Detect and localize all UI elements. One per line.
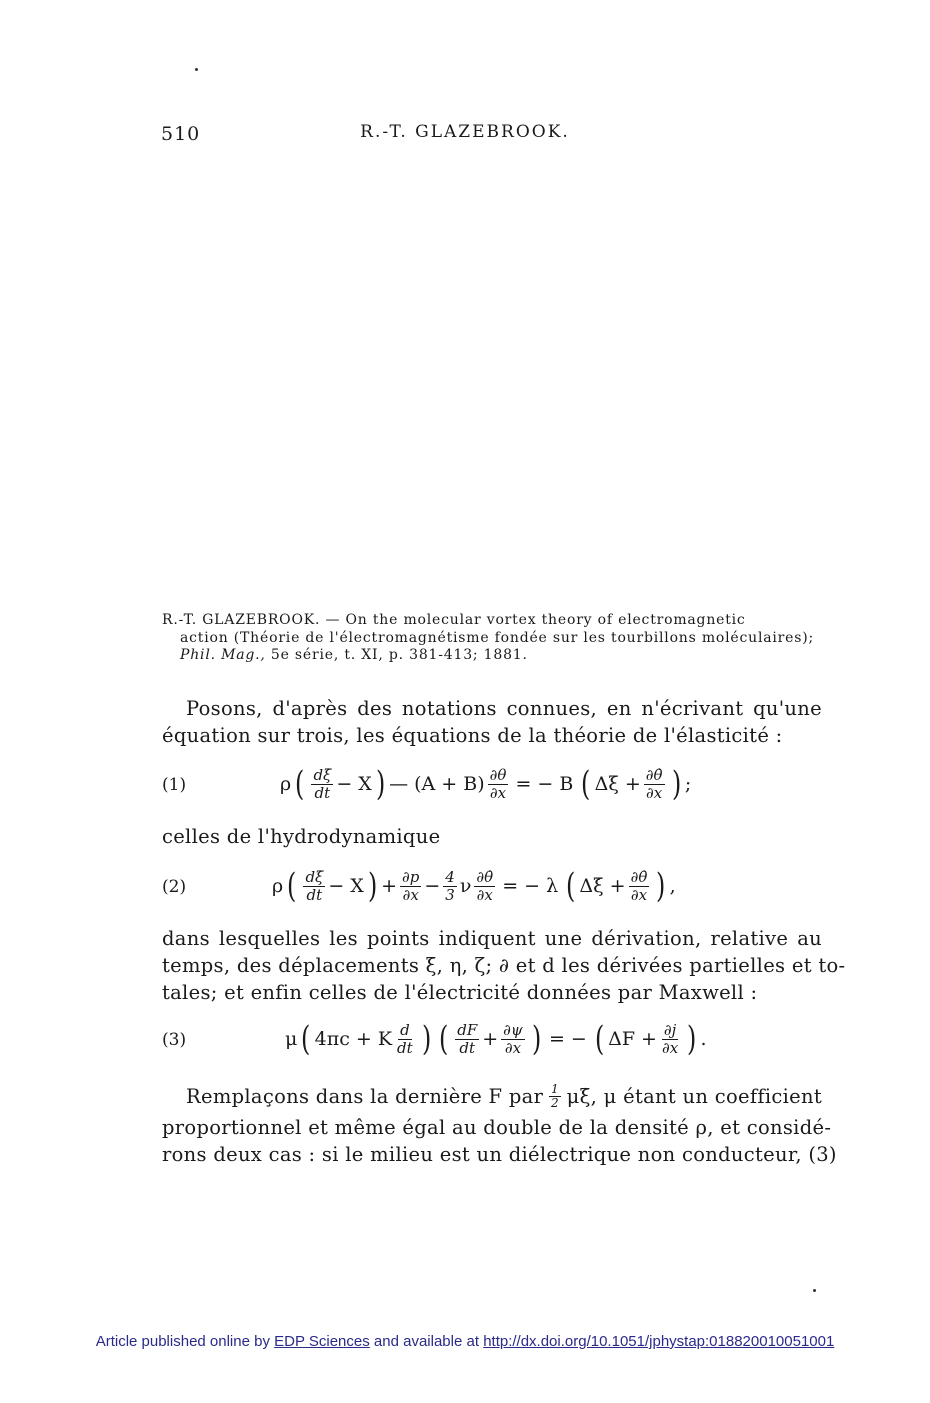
eq-term: — (A + B) xyxy=(389,773,485,795)
equation-elasticity xyxy=(280,762,691,806)
numerator: ∂j xyxy=(663,1020,677,1039)
fraction xyxy=(488,767,509,802)
denominator: dt xyxy=(397,1038,413,1057)
eq-term: = − xyxy=(548,1028,587,1050)
text-line: tales; et enfin celles de l'électricité données par Maxwell : xyxy=(162,981,758,1004)
denominator: ∂x xyxy=(630,885,648,904)
equation-number: (1) xyxy=(162,775,187,795)
bibliographic-reference xyxy=(162,612,822,665)
denominator: dt xyxy=(306,885,323,904)
publication-footer xyxy=(0,1333,930,1350)
eq-term: = − λ xyxy=(502,875,559,897)
fraction xyxy=(395,1022,415,1057)
fraction xyxy=(660,1022,680,1057)
numerator: ∂θ̇ xyxy=(476,867,494,886)
fraction xyxy=(501,1022,525,1057)
eq-term: ; xyxy=(684,773,692,795)
eq-term: − X xyxy=(336,773,372,795)
paren: ) xyxy=(531,1019,541,1059)
eq-term: , xyxy=(669,875,676,897)
fraction xyxy=(474,869,495,904)
paren: ) xyxy=(375,764,386,804)
reference-details: 5e série, t. XI, p. 381-413; 1881. xyxy=(265,647,528,663)
paren: ( xyxy=(301,1019,311,1059)
text-line: dans lesquelles les points indiquent une dérivation, relative au xyxy=(162,927,822,950)
paren: ) xyxy=(421,1019,431,1059)
denominator: ∂x xyxy=(489,783,507,802)
eq-term: Δξ̇ + xyxy=(579,875,626,897)
eq-term: + xyxy=(381,875,397,897)
scan-speck xyxy=(813,1289,816,1292)
denominator: dt xyxy=(459,1038,476,1057)
scan-speck xyxy=(195,68,198,71)
footer-text: and available at xyxy=(373,1333,480,1350)
paren: ) xyxy=(687,1019,697,1059)
text-line: rons deux cas : si le milieu est un diélectrique non conducteur, (3) xyxy=(162,1143,837,1166)
text-line: proportionnel et même égal au double de la densité ρ, et considé- xyxy=(162,1116,832,1139)
eq-symbol: μ xyxy=(285,1028,298,1050)
numerator: 4 xyxy=(445,867,455,886)
footer-text: Article published online by xyxy=(95,1333,270,1350)
eq-term: ν xyxy=(459,875,472,897)
fraction xyxy=(443,869,457,904)
reference-line: R.-T. GLAZEBROOK. — On the molecular vortex theory of electromagnetic xyxy=(162,612,746,628)
paragraph xyxy=(162,1078,837,1168)
denominator: ∂x xyxy=(504,1038,522,1057)
denominator: dt xyxy=(314,783,331,802)
numerator: dF xyxy=(457,1020,478,1039)
text-line xyxy=(162,1078,822,1114)
paren: ( xyxy=(295,764,305,804)
text-fragment: μξ̇, μ étant un coefficient xyxy=(566,1084,822,1108)
equation-number: (3) xyxy=(162,1030,187,1050)
eq-term: − xyxy=(424,875,441,897)
eq-term: ΔF + xyxy=(608,1028,657,1050)
paragraph xyxy=(162,695,822,749)
eq-symbol: ρ xyxy=(280,773,292,795)
reference-line xyxy=(162,647,822,665)
paren: ( xyxy=(438,1019,449,1059)
paren: ) xyxy=(671,764,681,804)
paren: ( xyxy=(581,764,591,804)
paren: ( xyxy=(594,1019,605,1059)
fraction xyxy=(400,869,421,904)
eq-term: 4πc + K xyxy=(314,1028,393,1050)
eq-term: − X xyxy=(328,875,364,897)
doi-link[interactable]: http://dx.doi.org/10.1051/jphystap:018820010051001 xyxy=(483,1333,835,1350)
denominator: ∂x xyxy=(476,885,493,904)
eq-symbol: ρ xyxy=(272,875,284,897)
paren: ) xyxy=(656,866,666,906)
eq-term: Δξ + xyxy=(594,773,641,795)
fraction xyxy=(311,767,333,802)
paragraph xyxy=(162,925,846,1006)
eq-term: + xyxy=(482,1028,499,1050)
eq-term: . xyxy=(700,1028,707,1050)
edp-sciences-link[interactable]: EDP Sciences xyxy=(274,1333,370,1350)
text-line: celles de l'hydrodynamique xyxy=(162,825,441,848)
fraction xyxy=(644,767,665,802)
numerator: d xyxy=(400,1020,410,1039)
text-fragment: Remplaçons dans la dernière F par xyxy=(186,1084,544,1108)
equation-number: (2) xyxy=(162,877,187,897)
paren: ( xyxy=(566,866,576,906)
text-line: temps, des déplacements ξ, η, ζ; ∂ et d les dérivées partielles et to- xyxy=(162,954,846,977)
denominator: 3 xyxy=(445,885,455,904)
fraction xyxy=(455,1022,479,1057)
denominator: 2 xyxy=(550,1095,559,1110)
equation-maxwell xyxy=(285,1017,707,1061)
numerator: ∂θ xyxy=(489,765,507,784)
journal-name: Phil. Mag., xyxy=(180,647,266,663)
denominator: ∂x xyxy=(646,783,663,802)
text-line: équation sur trois, les équations de la théorie de l'élasticité : xyxy=(162,724,783,747)
paren: ) xyxy=(367,866,378,906)
fraction-half xyxy=(549,1083,561,1110)
numerator: dξ̇ xyxy=(305,867,324,886)
numerator: ∂p xyxy=(402,867,420,886)
numerator: dξ̇ xyxy=(313,765,332,784)
running-title: R.-T. GLAZEBROOK. xyxy=(360,122,570,142)
paren: ( xyxy=(287,866,297,906)
numerator: ∂ψ xyxy=(503,1020,523,1039)
numerator: ∂θ̇ xyxy=(630,867,648,886)
fraction xyxy=(629,869,650,904)
numerator: ∂θ̇ xyxy=(645,765,663,784)
page-number: 510 xyxy=(161,123,201,145)
eq-term: = − B xyxy=(515,773,574,795)
denominator: ∂x xyxy=(661,1038,679,1057)
equation-hydrodynamics xyxy=(272,864,676,908)
denominator: ∂x xyxy=(402,885,419,904)
reference-line: action (Théorie de l'électromagnétisme fondée sur les tourbillons moléculaires); xyxy=(180,629,815,646)
paragraph xyxy=(162,823,822,850)
numerator: 1 xyxy=(550,1081,559,1096)
text-line: Posons, d'après des notations connues, en n'écrivant qu'une xyxy=(186,697,822,720)
fraction xyxy=(303,869,325,904)
